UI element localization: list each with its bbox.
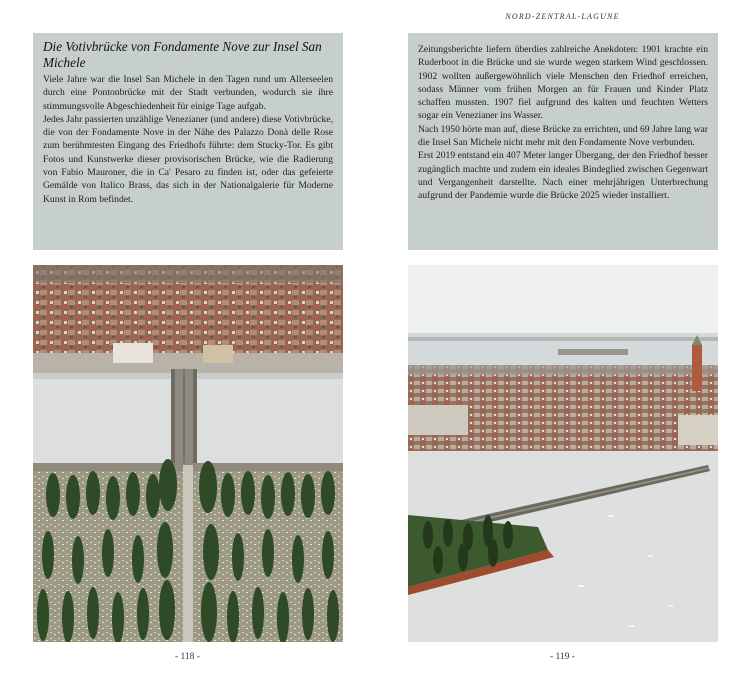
paragraph: Jedes Jahr passierten unzählige Venezianer (und andere) diese Votivbrücke, die von der Fondamente Nove in der Nähe des Palazzo Donà delle Rose zum berühmtesten Eingang des Friedhofs führte: dem Stucky-Tor. Es gibt Fotos und Kunstwerke dieser provisorischen Brücke, wie die Radierung von Fabio Mauroner, die in Ca' Pesaro zu finden ist, oder das gefeierte Gemälde von Italico Brass, das sich in der Nationalgalerie für Moderne Kunst in Rom befindet.	[43, 113, 333, 205]
paragraph: Nach 1950 hörte man auf, diese Brücke zu errichten, und 69 Jahre lang war die Insel San Michele nicht mehr mit den Fondamente Nove verbunden.	[418, 123, 708, 149]
aerial-photo-bridge-to-cemetery	[33, 265, 343, 642]
aerial-photo-lagoon-venice	[408, 265, 718, 642]
running-head: NORD-ZENTRAL-LAGUNE	[505, 12, 620, 21]
paragraph: Zeitungsberichte liefern überdies zahlreiche Anekdoten: 1901 krachte ein Ruderboot in die Brücke und sie wurde wegen starkem Wind geschlossen. 1902 wollten außergewöhnlich viele Menschen den Friedhof erreichen, sodass Männer vom frühen Morgen an für Frauen und Kinder Platz schaffen mussten. 1907 fiel aufgrund des kalten und feuchten Wetters sogar ein Venezianer ins Wasser.	[418, 44, 708, 122]
box-heading: Die Votivbrücke von Fondamente Nove zur Insel San Michele	[43, 39, 322, 70]
paragraph: Viele Jahre war die Insel San Michele in den Tagen rund um Allerseelen durch eine Pontonbrücke mit der Stadt verbunden, wodurch sie ihre stimmungsvolle Abgeschiedenheit für einige Tage aufgab.	[43, 74, 333, 112]
sidebar-box-left	[33, 33, 343, 250]
paragraph: Erst 2019 entstand ein 407 Meter langer Übergang, der den Friedhof besser zugänglich machte und zudem ein ideales Bindeglied zwischen Gegenwart und Vergangenheit darstellte. Nach einer mehrjährigen Unterbrechung aufgrund der Pandemie wurde die Brücke 2025 wieder installiert.	[418, 150, 708, 202]
page-number-left: - 118 -	[175, 652, 200, 662]
page-number-right: - 119 -	[550, 652, 575, 662]
right-page	[375, 0, 750, 679]
sidebar-box-right	[408, 33, 718, 250]
